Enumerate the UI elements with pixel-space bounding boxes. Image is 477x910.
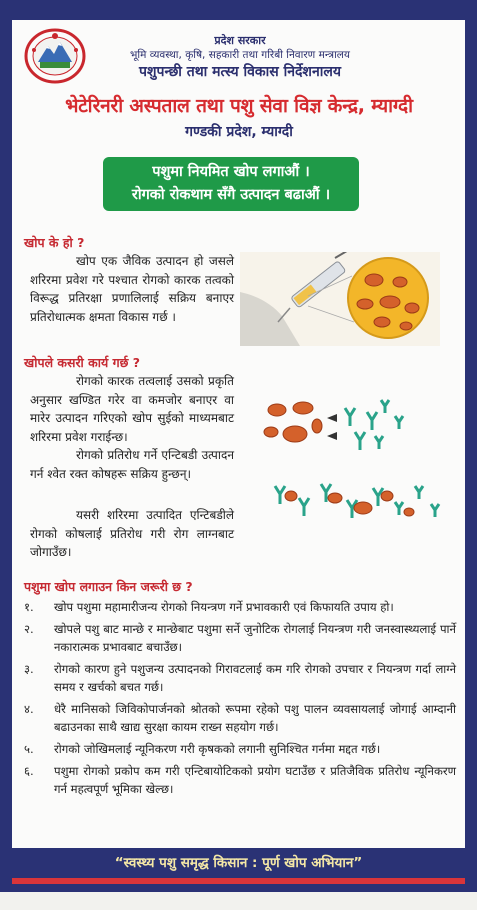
list-item-number: ५. bbox=[24, 742, 34, 756]
section-text-how-3: यसरी शरिरमा उत्पादित एन्टिबडीले रोगको कोषलाई प्रतिरोध गरी रोग लाग्नबाट जोगाउँछ। bbox=[30, 508, 234, 559]
list-item-text: खोपले पशु बाट मान्छे र मान्छेबाट पशुमा सर्ने जुनोटिक रोगलाई नियन्त्रण गरी जनस्वास्थ्यलाई पार्ने नकारात्मक प्रभावबाट बचाउँछ। bbox=[54, 622, 456, 654]
list-item-text: पशुमा रोगको प्रकोप कम गरी एन्टिबायोटिकको प्रयोग घटाउँछ र प्रतिजैविक प्रतिरोध न्यूनिकरण गर्न महत्वपूर्ण भूमिका खेल्छ। bbox=[54, 764, 456, 796]
list-item-text: रोगको कारण हुने पशुजन्य उत्पादनको गिरावटलाई कम गरि रोगको उपचार र नियन्त्रण गर्दा लाग्ने समय र खर्चको बचत गर्छ। bbox=[54, 662, 456, 694]
government-label: प्रदेश सरकार bbox=[214, 34, 266, 47]
list-item bbox=[24, 598, 456, 616]
list-item-text: रोगको जोखिमलाई न्यूनिकरण गरी कृषकको लगानी सुनिश्चित गर्नमा मद्दत गर्छ। bbox=[54, 742, 381, 756]
directorate-name: पशुपन्छी तथा मत्स्य विकास निर्देशनालय bbox=[139, 64, 341, 80]
list-item bbox=[24, 700, 456, 736]
list-item bbox=[24, 660, 456, 696]
section-title-why: पशुमा खोप लगाउन किन जरूरी छ ? bbox=[24, 579, 193, 594]
banner-line-1: पशुमा नियमित खोप लगाऔं । bbox=[152, 164, 310, 180]
ministry-name: भूमि व्यवस्था, कृषि, सहकारी तथा गरिबी निवारण मन्त्रालय bbox=[129, 49, 351, 61]
top-band bbox=[0, 0, 477, 20]
location-subtitle: गण्डकी प्रदेश, म्याग्दी bbox=[185, 124, 293, 140]
hospital-title: भेटेरिनरी अस्पताल तथा पशु सेवा विज्ञ केन्द्र, म्याग्दी bbox=[65, 95, 413, 117]
footer-navy-stripe bbox=[12, 884, 465, 892]
syringe-illustration bbox=[240, 252, 440, 346]
list-item-number: ३. bbox=[24, 662, 34, 676]
pathogen-antibody-illustration bbox=[255, 388, 455, 548]
list-item-number: ४. bbox=[24, 702, 34, 716]
page-bottom-edge bbox=[0, 892, 477, 910]
vaccination-banner bbox=[103, 157, 359, 211]
list-item bbox=[24, 762, 456, 798]
list-item-number: १. bbox=[24, 600, 34, 614]
section-text-what: खोप एक जैविक उत्पादन हो जसले शरिरमा प्रवेश गरे पश्चात रोगको कारक तत्वको विरूद्ध प्रतिरक्षा प्रणालिलाई सक्रिय बनाएर प्रतिरोधात्मक क्षमता विकास गर्छ । bbox=[30, 254, 234, 324]
list-item-text: खोप पशुमा महामारीजन्य रोगको नियन्त्रण गर्ने प्रभावकारी एवं किफायति उपाय हो। bbox=[54, 600, 394, 614]
list-item-text: धेरै मानिसको जिविकोपार्जनको श्रोतको रूपमा रहेको पशु पालन व्यवसायलाई जोगाई आम्दानी बढाउनका साथै खाद्य सुरक्षा कायम राख्न सहयोग गर्छ। bbox=[54, 702, 456, 734]
section-text-how-2: रोगको प्रतिरोध गर्ने एन्टिबडी उत्पादन गर्न श्वेत रक्त कोषहरू सक्रिय हुन्छन्। bbox=[30, 448, 234, 481]
section-title-what: खोप के हो ? bbox=[24, 235, 85, 250]
footer-slogan: “स्वस्थ्य पशु समृद्ध किसान : पूर्ण खोप अभियान” bbox=[12, 848, 465, 878]
banner-line-2: रोगको रोकथाम सँगै उत्पादन बढाऔं । bbox=[131, 187, 331, 203]
list-item bbox=[24, 740, 456, 758]
list-item-number: ६. bbox=[24, 764, 34, 778]
reasons-list bbox=[24, 598, 456, 802]
section-text-how-1: रोगको कारक तत्वलाई उसको प्रकृति अनुसार खण्डित गरेर वा कमजोर बनाएर वा मारेर उत्पादन गरिएको खोप सुईको माध्यमबाट शरिरमा प्रवेश गराईन्छ। bbox=[30, 374, 234, 444]
section-title-how: खोपले कसरी कार्य गर्छ ? bbox=[24, 355, 140, 370]
list-item bbox=[24, 620, 456, 656]
list-item-number: २. bbox=[24, 622, 34, 636]
